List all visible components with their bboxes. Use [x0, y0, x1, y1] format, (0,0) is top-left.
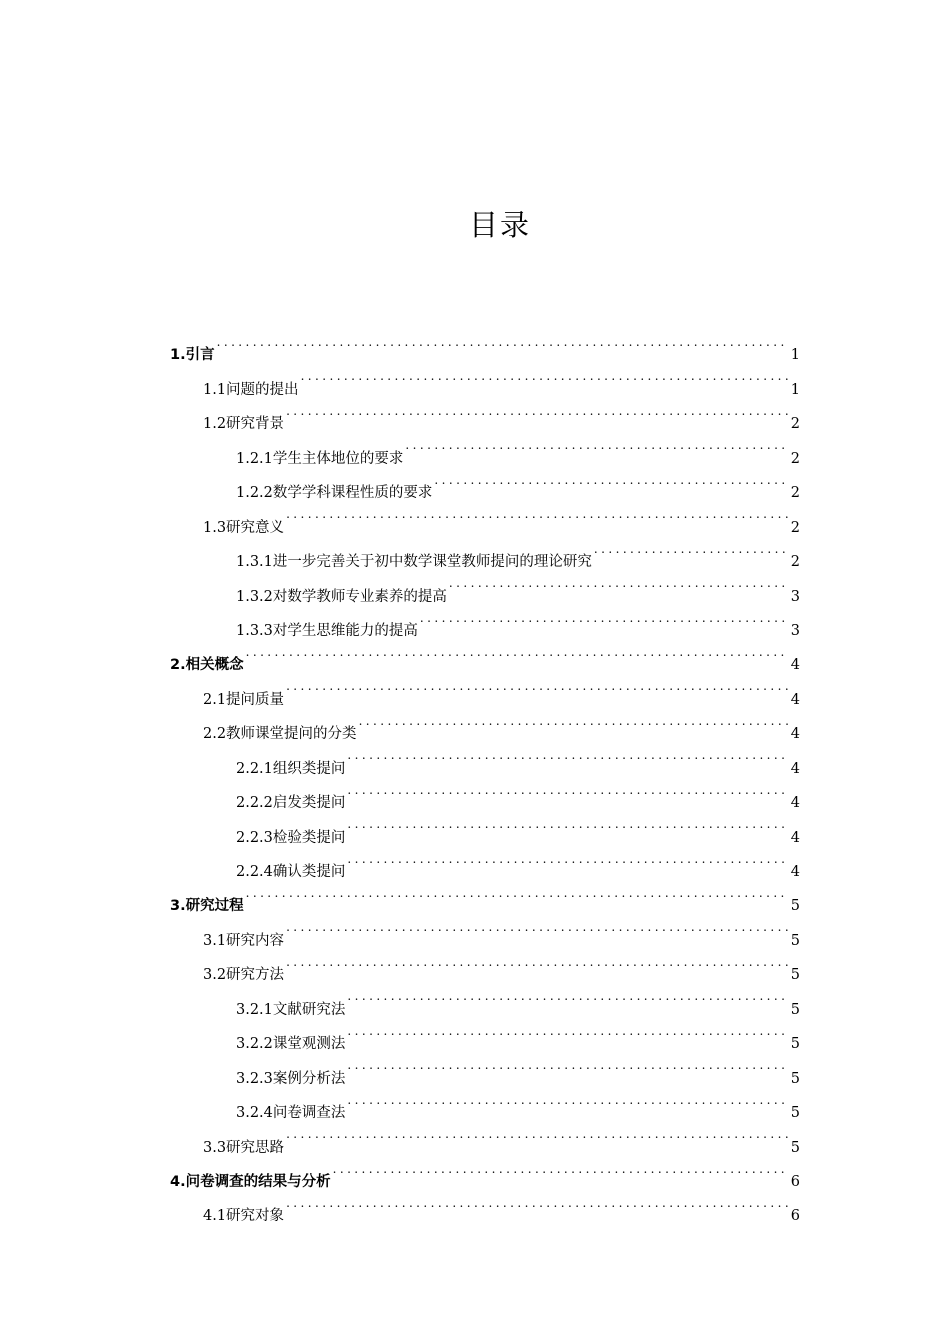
toc-entry-page-number: 4: [790, 795, 800, 812]
toc-dot-leader: [286, 394, 788, 428]
toc-entry-page-number: 4: [790, 657, 800, 674]
toc-dot-leader: [449, 566, 788, 600]
toc-entry[interactable]: [170, 669, 800, 708]
toc-dot-leader: [246, 635, 788, 669]
toc-entry-page-number: 5: [790, 1070, 800, 1087]
toc-entry-label: 2.1提问质量: [203, 691, 285, 708]
toc-entry[interactable]: [170, 876, 800, 915]
toc-entry-page-number: 2: [790, 450, 800, 467]
toc-entry-page-number: 2: [790, 519, 800, 536]
toc-entry-label: 1.3.3对学生思维能力的提高: [236, 622, 418, 639]
toc-dot-leader: [347, 807, 788, 841]
toc-entry-label: 4.1研究对象: [203, 1208, 285, 1225]
toc-entry-page-number: 1: [790, 347, 800, 364]
toc-entry-page-number: 4: [790, 829, 800, 846]
toc-entry-label: 3.1研究内容: [203, 932, 285, 949]
toc-entry-label: 1.3研究意义: [203, 519, 285, 536]
toc-dot-leader: [333, 1152, 788, 1186]
toc-entry-label: 2.2.1组织类提问: [236, 760, 346, 777]
toc-entry-label: 3.2.1文献研究法: [236, 1001, 346, 1018]
toc-entry-page-number: 4: [790, 691, 800, 708]
toc-dot-leader: [286, 1186, 788, 1220]
toc-dot-leader: [347, 1083, 788, 1117]
toc-dot-leader: [286, 910, 788, 944]
toc-entry[interactable]: [170, 635, 800, 674]
toc-entry[interactable]: [170, 910, 800, 949]
toc-entry-label: 1.3.1进一步完善关于初中数学课堂教师提问的理论研究: [236, 554, 592, 571]
toc-entry-label: 1.1问题的提出: [203, 381, 299, 398]
toc-dot-leader: [217, 325, 788, 359]
toc-entry[interactable]: [170, 359, 800, 398]
toc-dot-leader: [347, 1014, 788, 1048]
toc-entry-label: 1.引言: [170, 347, 215, 364]
toc-entry-label: 1.3.2对数学教师专业素养的提高: [236, 588, 447, 605]
toc-dot-leader: [347, 979, 788, 1013]
toc-entry-page-number: 2: [790, 554, 800, 571]
toc-entry-page-number: 2: [790, 485, 800, 502]
toc-entry-label: 1.2.1学生主体地位的要求: [236, 450, 404, 467]
toc-entry-label: 2.2.4确认类提问: [236, 864, 346, 880]
toc-entry-label: 2.相关概念: [170, 657, 244, 674]
toc-dot-leader: [434, 463, 788, 497]
toc-title: 目录: [468, 208, 531, 242]
toc-entry[interactable]: [170, 325, 800, 364]
toc-dot-leader: [594, 532, 788, 566]
toc-entry-label: 3.2.2课堂观测法: [236, 1036, 346, 1053]
toc-dot-leader: [347, 1048, 788, 1082]
toc-dot-leader: [347, 842, 788, 876]
toc-entry-page-number: 6: [790, 1173, 800, 1190]
toc-entry-label: 1.2.2数学学科课程性质的要求: [236, 485, 433, 502]
toc-dot-leader: [405, 428, 788, 462]
toc-dot-leader: [301, 359, 788, 393]
toc-entry-label: 2.2.2启发类提问: [236, 795, 346, 812]
toc-dot-leader: [347, 738, 788, 772]
toc-entry-page-number: 5: [790, 1036, 800, 1053]
toc-dot-leader: [286, 497, 788, 531]
toc-entry-label: 2.2教师课堂提问的分类: [203, 726, 357, 743]
toc-entry-label: 3.2研究方法: [203, 967, 285, 984]
toc-dot-leader: [347, 773, 788, 807]
toc-entry-page-number: 5: [790, 932, 800, 949]
table-of-contents: [170, 325, 800, 1225]
toc-entry-label: 3.2.4问卷调查法: [236, 1105, 346, 1122]
toc-entry-page-number: 6: [790, 1208, 800, 1225]
toc-entry-label: 2.2.3检验类提问: [236, 829, 346, 846]
toc-entry-label: 3.3研究思路: [203, 1139, 285, 1156]
toc-entry-label: 3.研究过程: [170, 898, 244, 915]
toc-entry-page-number: 4: [790, 864, 800, 880]
toc-entry-page-number: 3: [790, 622, 800, 639]
toc-entry-page-number: 5: [790, 1001, 800, 1018]
toc-entry-label: 4.问卷调查的结果与分析: [170, 1173, 331, 1190]
toc-entry-page-number: 5: [790, 967, 800, 984]
toc-entry-page-number: 5: [790, 898, 800, 915]
toc-entry-page-number: 1: [790, 381, 800, 398]
toc-entry-label: 3.2.3案例分析法: [236, 1070, 346, 1087]
toc-dot-leader: [246, 876, 788, 910]
toc-entry-page-number: 5: [790, 1139, 800, 1156]
toc-dot-leader: [359, 704, 788, 738]
toc-entry-page-number: 2: [790, 416, 800, 433]
toc-entry-page-number: 4: [790, 726, 800, 743]
toc-dot-leader: [286, 945, 788, 979]
toc-entry-label: 1.2研究背景: [203, 416, 285, 433]
toc-entry-page-number: 3: [790, 588, 800, 605]
toc-entry-page-number: 4: [790, 760, 800, 777]
toc-dot-leader: [286, 1117, 788, 1151]
toc-entry-page-number: 5: [790, 1105, 800, 1122]
toc-dot-leader: [420, 601, 788, 635]
toc-dot-leader: [286, 669, 788, 703]
